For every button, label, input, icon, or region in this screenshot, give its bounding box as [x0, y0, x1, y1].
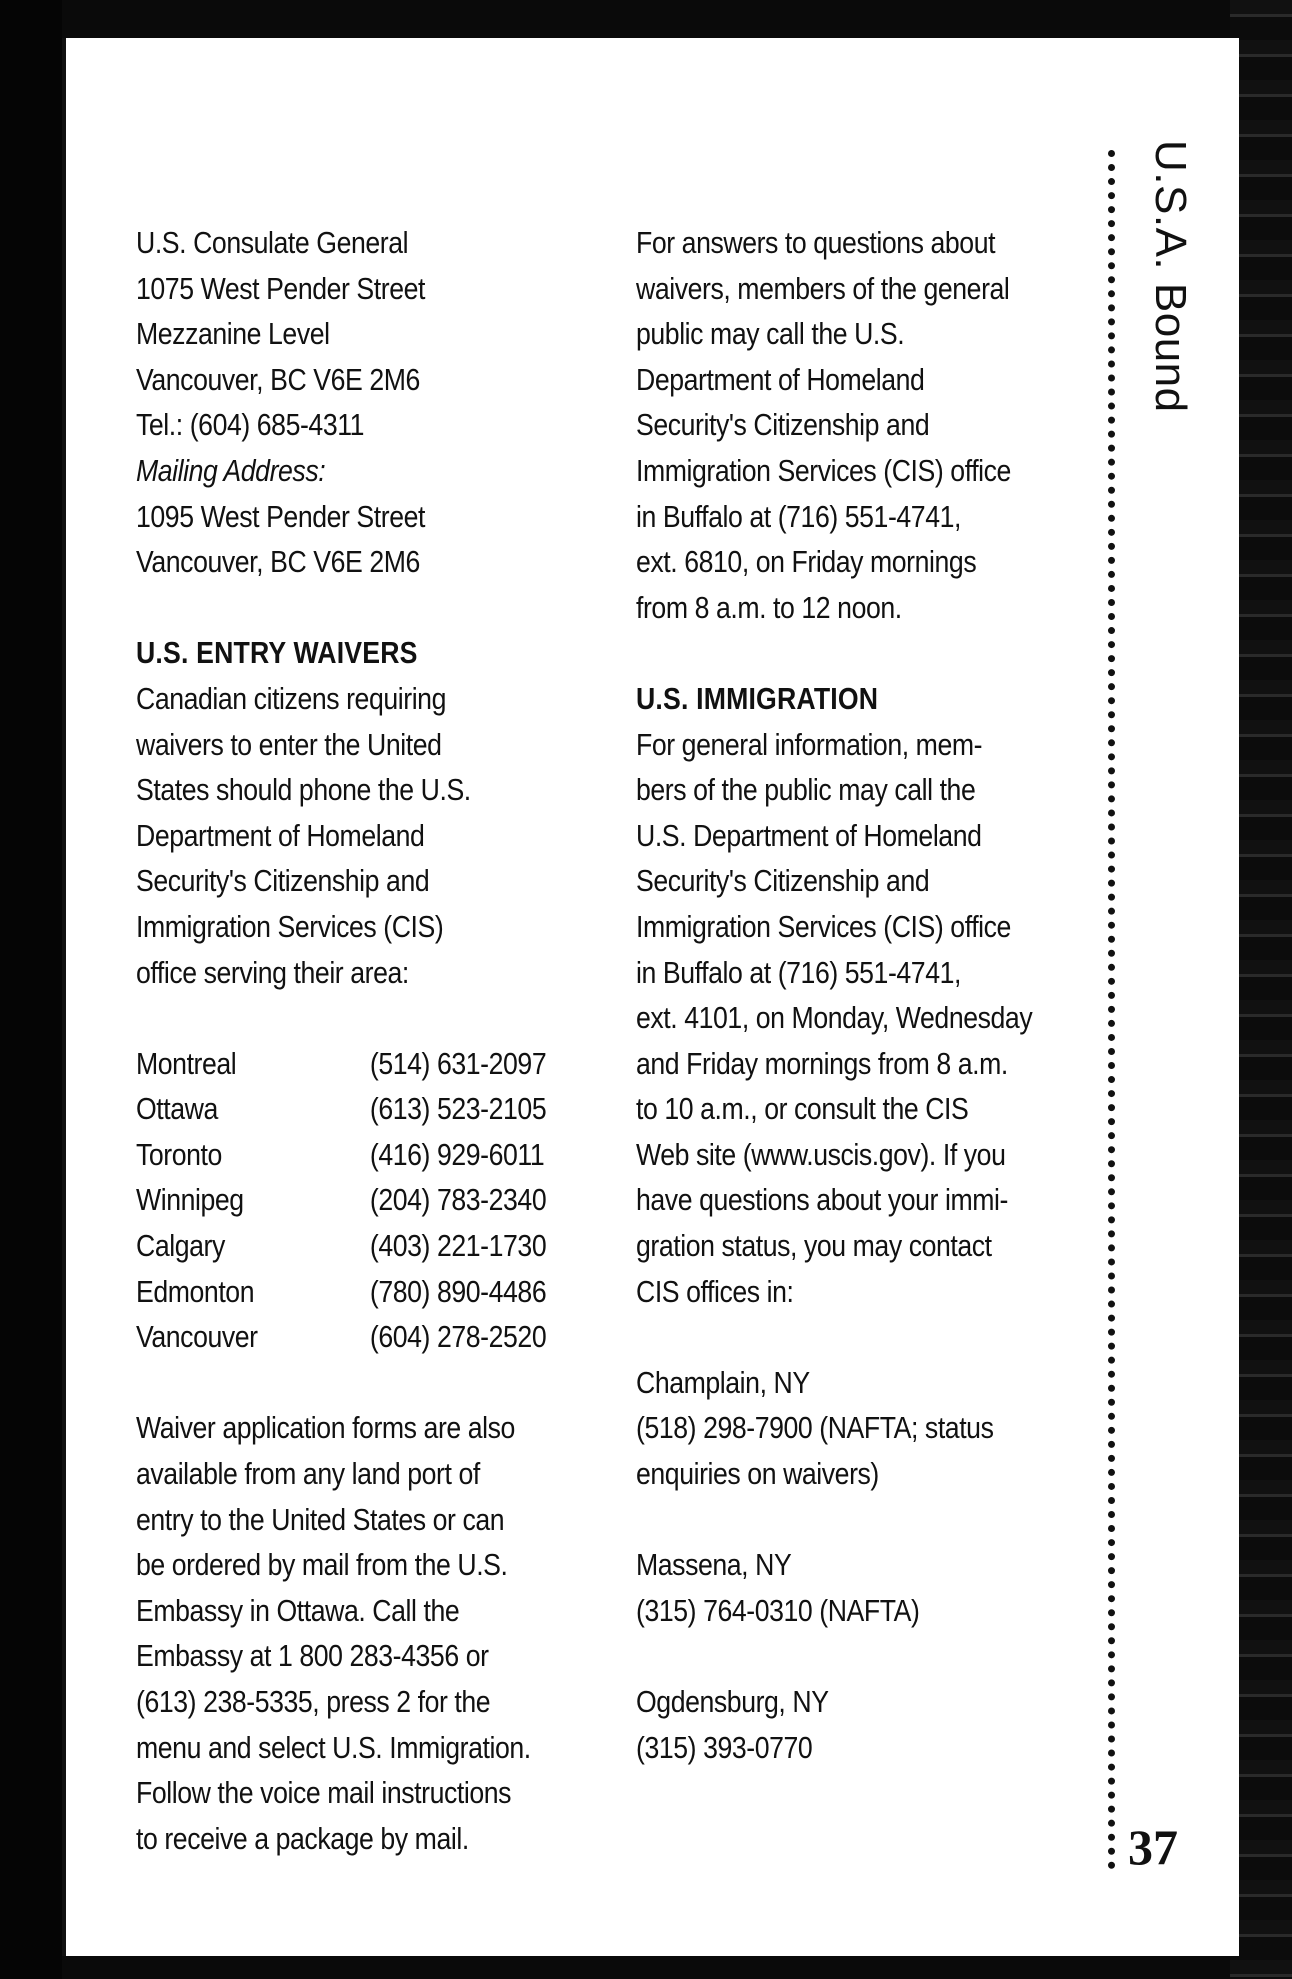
scan-border-right	[1230, 0, 1292, 1979]
cis-phone-row	[136, 1041, 618, 1087]
forms-line: (613) 238-5335, press 2 for the	[136, 1684, 491, 1719]
waivers-intro-line: Department of Homeland	[136, 817, 425, 853]
immigration-line: gration status, you may contact	[636, 1228, 992, 1264]
immigration-line: Immigration Services (CIS) office	[636, 908, 1011, 944]
cis-office-details: enquiries on waivers)	[636, 1456, 879, 1492]
immigration-line: bers of the public may call the	[636, 772, 976, 808]
forms-line: Follow the voice mail instructions	[136, 1775, 512, 1811]
cis-phone-row	[136, 1132, 618, 1178]
waivers-intro-line: Immigration Services (CIS)	[136, 908, 444, 944]
immigration-line: and Friday mornings from 8 a.m.	[636, 1045, 1008, 1081]
office-city: Edmonton	[136, 1273, 255, 1309]
mailing-line: 1095 West Pender Street	[136, 498, 425, 534]
office-phone: (403) 221-1730	[369, 1228, 547, 1264]
forms-line: Waiver application forms are also	[136, 1410, 515, 1446]
consulate-phone: Tel.: (604) 685-4311	[136, 407, 365, 443]
answers-line: from 8 a.m. to 12 noon.	[636, 589, 902, 625]
immigration-line: Security's Citizenship and	[636, 863, 930, 899]
mailing-line: Vancouver, BC V6E 2M6	[136, 544, 420, 580]
forms-line: be ordered by mail from the U.S.	[136, 1547, 508, 1583]
waivers-heading: U.S. ENTRY WAIVERS	[136, 635, 418, 671]
waivers-intro-line: Security's Citizenship and	[136, 863, 430, 899]
answers-line: public may call the U.S.	[636, 316, 905, 352]
immigration-heading: U.S. IMMIGRATION	[636, 680, 879, 716]
right-column	[636, 220, 1075, 1770]
dotted-divider	[1108, 150, 1115, 1870]
waivers-intro-line: Canadian citizens requiring	[136, 680, 446, 716]
cis-office-details: (518) 298-7900 (NAFTA; status	[636, 1410, 994, 1446]
cis-phone-row	[136, 1086, 618, 1132]
answers-line: For answers to questions about	[636, 225, 996, 260]
answers-line: Security's Citizenship and	[636, 407, 930, 443]
cis-office-details: (315) 764-0310 (NAFTA)	[636, 1592, 920, 1628]
forms-line: entry to the United States or can	[136, 1501, 505, 1537]
waivers-intro-line: office serving their area:	[136, 954, 409, 990]
cis-office-city: Champlain, NY	[636, 1364, 810, 1400]
office-city: Ottawa	[136, 1091, 218, 1127]
office-phone: (514) 631-2097	[369, 1045, 547, 1081]
consulate-line: U.S. Consulate General	[136, 225, 409, 260]
forms-line: available from any land port of	[136, 1456, 480, 1492]
waivers-intro-line: waivers to enter the United	[136, 726, 442, 762]
cis-phone-row	[136, 1223, 618, 1269]
office-phone: (416) 929-6011	[369, 1136, 545, 1172]
cis-office-details: (315) 393-0770	[636, 1729, 813, 1765]
cis-office-city: Ogdensburg, NY	[636, 1684, 829, 1719]
mailing-address-label: Mailing Address:	[136, 452, 326, 488]
answers-line: waivers, members of the general	[636, 270, 1010, 306]
consulate-line: Vancouver, BC V6E 2M6	[136, 361, 420, 397]
office-city: Calgary	[136, 1228, 225, 1264]
cis-phone-list	[136, 1041, 618, 1360]
office-phone: (780) 890-4486	[369, 1273, 547, 1309]
immigration-line: Web site (www.uscis.gov). If you	[636, 1136, 1006, 1172]
waivers-intro-line: States should phone the U.S.	[136, 772, 471, 808]
consulate-line: 1075 West Pender Street	[136, 270, 425, 306]
answers-line: Immigration Services (CIS) office	[636, 452, 1011, 488]
immigration-line: ext. 4101, on Monday, Wednesday	[636, 1000, 1033, 1036]
answers-line: ext. 6810, on Friday mornings	[636, 544, 977, 580]
cis-phone-row	[136, 1177, 618, 1223]
answers-line: in Buffalo at (716) 551-4741,	[636, 498, 961, 534]
cis-office-ogdensburg	[636, 1679, 1075, 1770]
office-city: Vancouver	[136, 1319, 258, 1355]
running-title: U.S.A. Bound	[1146, 140, 1195, 413]
immigration-line: CIS offices in:	[636, 1273, 794, 1309]
immigration-line: U.S. Department of Homeland	[636, 817, 982, 853]
left-column	[136, 220, 618, 1861]
forms-line: Embassy in Ottawa. Call the	[136, 1592, 460, 1628]
forms-line: menu and select U.S. Immigration.	[136, 1729, 531, 1765]
immigration-line: have questions about your immi-	[636, 1182, 1008, 1218]
cis-office-city: Massena, NY	[636, 1547, 792, 1583]
office-city: Toronto	[136, 1136, 222, 1172]
page-number: 37	[1128, 1819, 1178, 1875]
cis-phone-row	[136, 1269, 618, 1315]
forms-line: to receive a package by mail.	[136, 1820, 469, 1856]
office-phone: (604) 278-2520	[369, 1319, 547, 1355]
immigration-line: For general information, mem-	[636, 726, 983, 762]
office-phone: (613) 523-2105	[369, 1091, 547, 1127]
cis-office-massena	[636, 1542, 1075, 1633]
consulate-line: Mezzanine Level	[136, 316, 330, 352]
office-city: Montreal	[136, 1045, 237, 1081]
answers-line: Department of Homeland	[636, 361, 925, 397]
immigration-line: in Buffalo at (716) 551-4741,	[636, 954, 961, 990]
immigration-line: to 10 a.m., or consult the CIS	[636, 1091, 969, 1127]
office-phone: (204) 783-2340	[369, 1182, 547, 1218]
cis-phone-row	[136, 1314, 618, 1360]
office-city: Winnipeg	[136, 1182, 244, 1218]
forms-line: Embassy at 1 800 283-4356 or	[136, 1638, 489, 1674]
cis-office-champlain	[636, 1360, 1075, 1497]
scan-border-left	[0, 0, 62, 1979]
